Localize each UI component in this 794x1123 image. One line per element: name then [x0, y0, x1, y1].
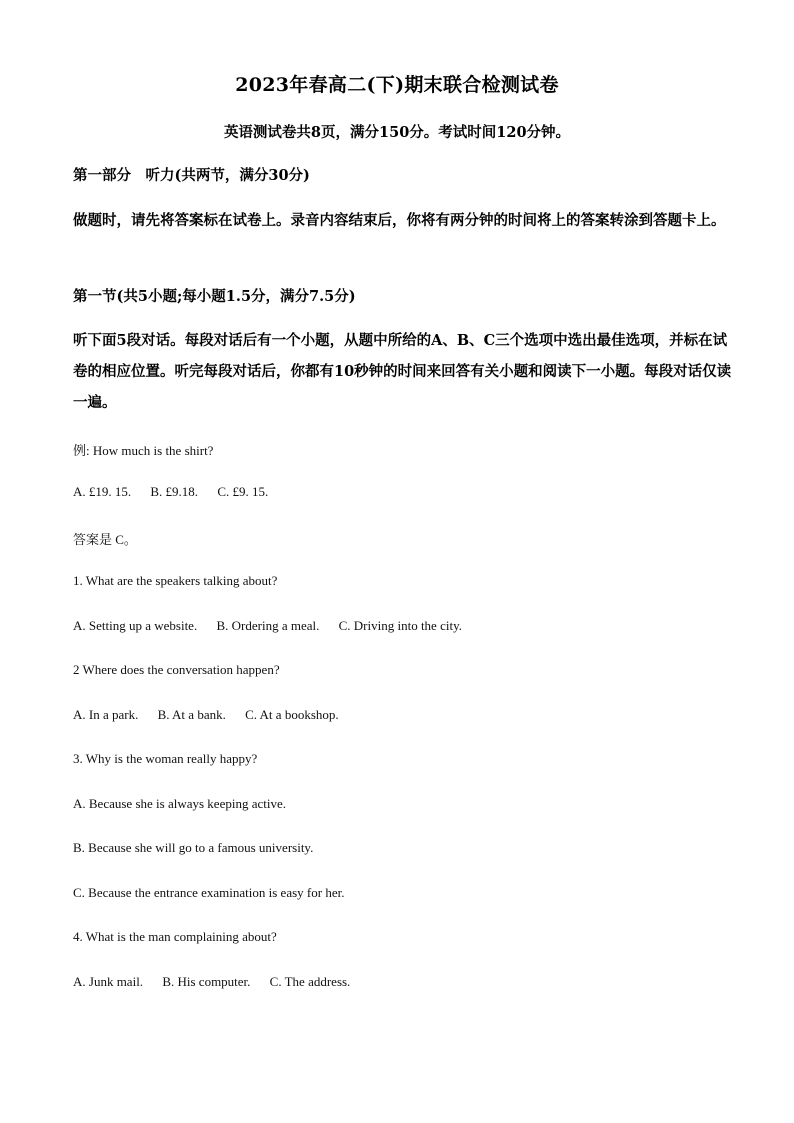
part1-instruction: 做题时，请先将答案标在试卷上。录音内容结束后，你将有两分钟的时间将上的答案转涂到答题卡上。	[73, 212, 726, 229]
question-2: 2 Where does the conversation happen?	[73, 662, 280, 677]
question-4-options	[73, 974, 366, 990]
section1-instruction: 听下面5段对话。每段对话后有一个小题，从题中所给的A、B、C三个选项中选出最佳选项，并标在试卷的相应位置。听完每段对话后，你都有10秒钟的时间来回答有关小题和阅读下一小题。每段对话仅读一遍。	[73, 332, 732, 411]
option-c: C. At a bookshop.	[245, 707, 339, 722]
page-title: 2023年春高二(下)期末联合检测试卷	[235, 74, 559, 96]
question-3-option-a: A. Because she is always keeping active.	[73, 796, 286, 811]
question-4: 4. What is the man complaining about?	[73, 929, 277, 944]
question-3-option-b: B. Because she will go to a famous university.	[73, 840, 314, 855]
option-b: B. At a bank.	[157, 707, 226, 722]
question-3: 3. Why is the woman really happy?	[73, 751, 258, 766]
option-a: A. £19. 15.	[73, 484, 132, 499]
option-a: A. Setting up a website.	[73, 618, 198, 633]
option-a: A. Junk mail.	[73, 974, 144, 989]
question-2-options	[73, 707, 355, 723]
option-b: B. Ordering a meal.	[216, 618, 320, 633]
option-b: B. £9.18.	[150, 484, 199, 499]
option-c: C. Driving into the city.	[338, 618, 462, 633]
example-answer: 答案是 C。	[73, 532, 137, 547]
question-3-option-c: C. Because the entrance examination is easy for her.	[73, 885, 345, 900]
section1-heading: 第一节(共5小题;每小题1.5分，满分7.5分)	[73, 288, 356, 305]
example-options	[73, 484, 284, 500]
question-1: 1. What are the speakers talking about?	[73, 573, 278, 588]
option-c: C. The address.	[269, 974, 351, 989]
question-1-options	[73, 618, 478, 634]
page-subtitle: 英语测试卷共8页，满分150分。考试时间120分钟。	[223, 124, 571, 141]
option-c: C. £9. 15.	[217, 484, 269, 499]
option-a: A. In a park.	[73, 707, 139, 722]
part1-heading: 第一部分 听力(共两节，满分30分)	[73, 167, 310, 184]
option-b: B. His computer.	[162, 974, 251, 989]
example-question: 例: How much is the shirt?	[73, 443, 214, 458]
